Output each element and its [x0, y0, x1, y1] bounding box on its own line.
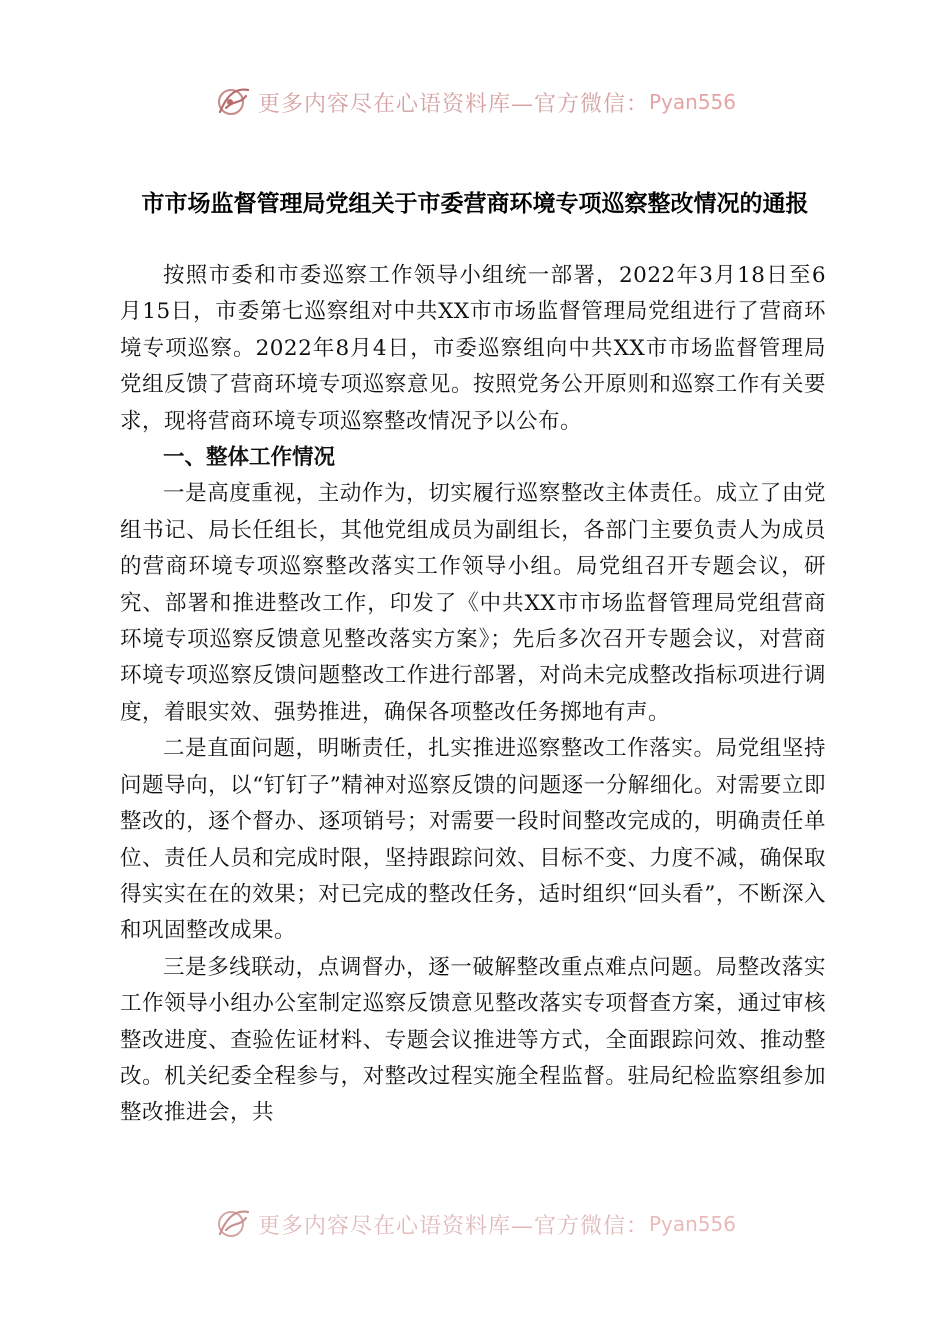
watermark-wechat-id: Pyan556	[649, 90, 737, 114]
footer-watermark	[0, 1206, 950, 1242]
watermark-wechat-id: Pyan556	[649, 1212, 737, 1236]
section-heading: 一、整体工作情况	[163, 445, 336, 471]
signature-logo-icon	[214, 82, 254, 122]
watermark-text: 更多内容尽在心语资料库—官方微信：	[257, 1213, 649, 1239]
intro-paragraph: 按照市委和市委巡察工作领导小组统一部署，2022年3月18日至6月15日，市委第七巡察组对中共XX市市场监督管理局党组进行了营商环境专项巡察。2022年8月4日，市委巡察组向中共XX市市场监督管理局党组反馈了营商环境专项巡察意见。按照党务公开原则和巡察工作有关要求，现将营商环境专项巡察整改情况予以公布。	[120, 263, 826, 434]
signature-logo-icon	[214, 1204, 254, 1244]
paragraph-3: 三是多线联动，点调督办，逐一破解整改重点难点问题。局整改落实工作领导小组办公室制定巡察反馈意见整改落实专项督查方案，通过审核整改进度、查验佐证材料、专题会议推进等方式，全面跟踪问效、推动整改。机关纪委全程参与，对整改过程实施全程监督。驻局纪检监察组参加整改推进会，共	[120, 954, 826, 1126]
paragraph-1: 一是高度重视，主动作为，切实履行巡察整改主体责任。成立了由党组书记、局长任组长，其他党组成员为副组长，各部门主要负责人为成员的营商环境专项巡察整改落实工作领导小组。局党组召开专题会议，研究、部署和推进整改工作，印发了《中共XX市市场监督管理局党组营商环境专项巡察反馈意见整改落实方案》；先后多次召开专题会议，对营商环境专项巡察反馈问题整改工作进行部署，对尚未完成整改指标项进行调度，着眼实效、强势推进，确保各项整改任务掷地有声。	[120, 481, 826, 725]
watermark-text: 更多内容尽在心语资料库—官方微信：	[257, 91, 649, 117]
document-title: 市市场监督管理局党组关于市委营商环境专项巡察整改情况的通报	[141, 191, 809, 217]
header-watermark	[0, 80, 950, 124]
document-body	[120, 258, 826, 1132]
paragraph-2: 二是直面问题，明晰责任，扎实推进巡察整改工作落实。局党组坚持问题导向，以“钉钉子”精神对巡察反馈的问题逐一分解细化。对需要立即整改的，逐个督办、逐项销号；对需要一段时间整改完成的，明确责任单位、责任人员和完成时限，坚持跟踪问效、目标不变、力度不减，确保取得实实在在的效果；对已完成的整改任务，适时组织“回头看”，不断深入和巩固整改成果。	[120, 736, 826, 944]
